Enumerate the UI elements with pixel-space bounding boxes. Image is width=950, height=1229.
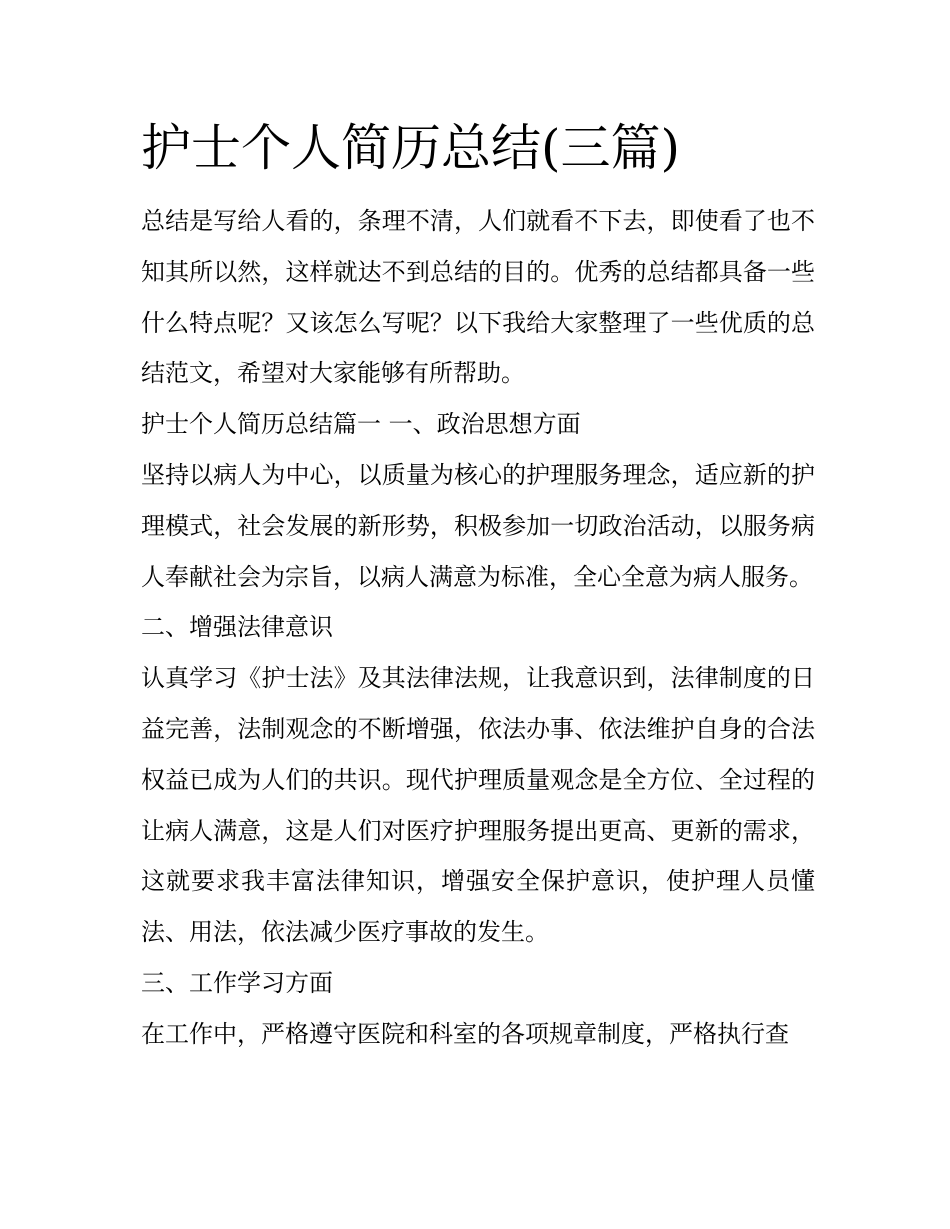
document-title: 护士个人简历总结(三篇) <box>141 119 681 177</box>
section-heading-part-one: 护士个人简历总结篇一 一、政治思想方面 <box>141 410 581 439</box>
paragraph-political-thought: 坚持以病人为中心，以质量为核心的护理服务理念，适应新的护理模式，社会发展的新形势，积极参加一切政治活动，以服务病人奉献社会为宗旨，以病人满意为标准，全心全意为病人服务。 <box>141 460 815 591</box>
document-body <box>141 196 815 1060</box>
paragraph-intro: 总结是写给人看的，条理不清，人们就看不下去，即使看了也不知其所以然，这样就达不到总结的目的。优秀的总结都具备一些什么特点呢？又该怎么写呢？以下我给大家整理了一些优质的总结范文，希望对大家能够有所帮助。 <box>141 207 815 388</box>
section-heading-legal-awareness: 二、增强法律意识 <box>141 613 333 642</box>
paragraph-work-study: 在工作中，严格遵守医院和科室的各项规章制度，严格执行查 <box>141 1019 789 1048</box>
section-heading-work-study: 三、工作学习方面 <box>141 968 333 997</box>
paragraph-legal-awareness: 认真学习《护士法》及其法律法规，让我意识到，法律制度的日益完善，法制观念的不断增强，依法办事、依法维护自身的合法权益已成为人们的共识。现代护理质量观念是全方位、全过程的让病人满意，这是人们对医疗护理服务提出更高、更新的需求，这就要求我丰富法律知识，增强安全保护意识，使护理人员懂法、用法，依法减少医疗事故的发生。 <box>141 664 815 947</box>
